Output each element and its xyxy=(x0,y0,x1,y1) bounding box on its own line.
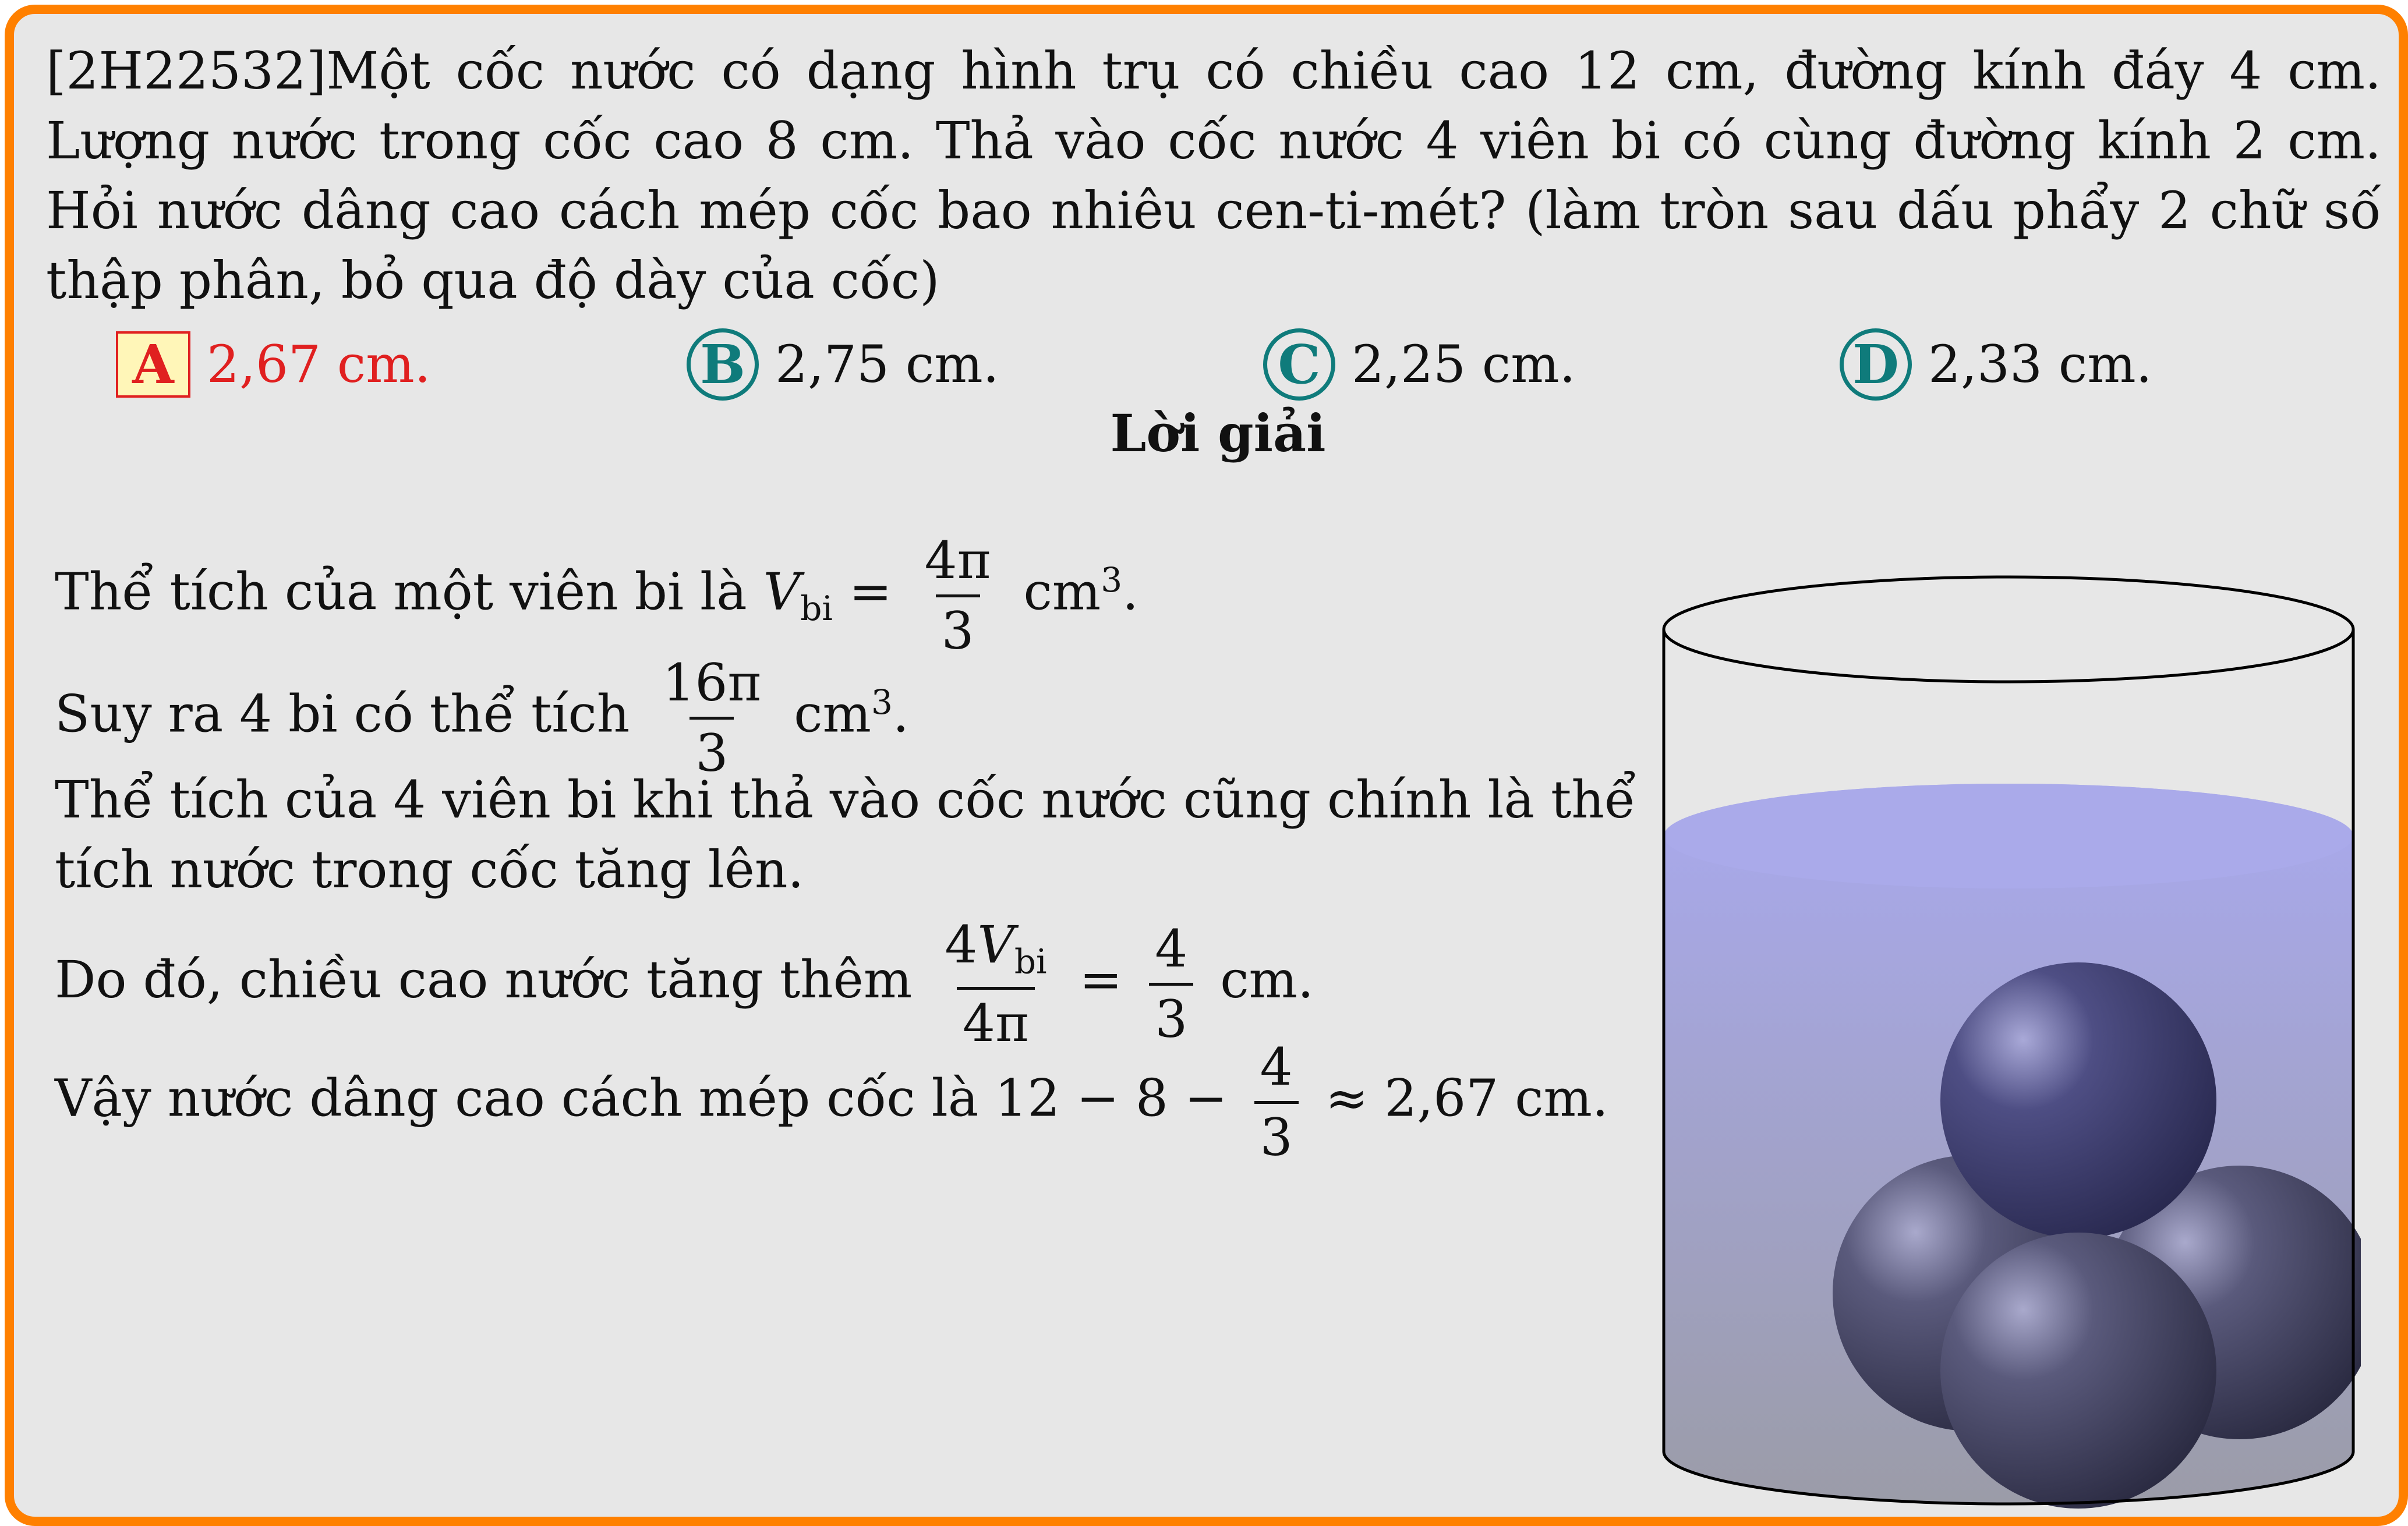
line2-num: 16π xyxy=(662,653,762,713)
ball-front xyxy=(1940,1233,2216,1509)
choice-b-letter: B xyxy=(687,328,759,401)
solution-line-2 xyxy=(55,653,909,783)
choice-b-text: 2,75 cm. xyxy=(775,334,999,395)
line1-unit: cm xyxy=(1023,561,1101,622)
line1-var: V xyxy=(763,561,801,622)
line2-end: . xyxy=(892,684,909,744)
ball-top xyxy=(1940,962,2216,1238)
line2-unit: cm xyxy=(794,684,871,744)
solution-line-3b: tích nước trong cốc tăng lên. xyxy=(55,840,804,900)
line4-den-2: 3 xyxy=(1149,983,1193,1045)
cylinder-figure xyxy=(1645,555,2361,1510)
line1-den: 3 xyxy=(936,594,980,657)
choice-a[interactable] xyxy=(116,323,431,398)
line5-den: 3 xyxy=(1254,1101,1299,1163)
question-frame xyxy=(5,5,2408,1526)
question-text: [2H22532]Một cốc nước có dạng hình trụ có chiều cao 12 cm, đường kính đáy 4 cm. Lượng nước trong cốc cao 8 cm. Thả vào cốc nước 4 viên bi có cùng đường kính 2 cm. Hỏi nước dâng cao cách mép cốc bao nhiêu cen-ti-mét? (làm tròn sau dấu phẩy 2 chữ số thập phân, bỏ qua độ dày của cốc) xyxy=(46,41,2381,310)
choice-b[interactable] xyxy=(687,323,999,398)
line1-num: 4π xyxy=(924,530,991,590)
choice-a-letter: A xyxy=(116,331,190,398)
line1-sub: bi xyxy=(800,588,833,628)
choice-a-text: 2,67 cm. xyxy=(207,334,431,395)
line4-eq: = xyxy=(1079,950,1123,1010)
solution-title: Lời giải xyxy=(1110,403,1326,463)
solution-line-1 xyxy=(55,530,1139,661)
line1-end: . xyxy=(1122,561,1139,622)
line4-text: Do đó, chiều cao nước tăng thêm xyxy=(55,950,913,1010)
line4-num-var: V xyxy=(977,915,1014,975)
line4-num-sub: bi xyxy=(1014,941,1047,982)
choice-c-text: 2,25 cm. xyxy=(1352,334,1576,395)
line1-text: Thể tích của một viên bi là xyxy=(55,561,747,622)
line5-num: 4 xyxy=(1260,1037,1293,1097)
line5-fraction xyxy=(1254,1037,1299,1167)
solution-line-5 xyxy=(55,1037,1608,1167)
line1-eq: = xyxy=(848,561,892,622)
line4-fraction-1 xyxy=(939,915,1052,1053)
line2-fraction xyxy=(656,653,767,783)
water-surface xyxy=(1664,784,2353,888)
line1-fraction xyxy=(919,530,997,661)
line4-end: cm. xyxy=(1220,950,1314,1010)
line4-fraction-2 xyxy=(1149,918,1193,1049)
solution-line-3a: Thể tích của 4 viên bi khi thả vào cốc nước cũng chính là thể xyxy=(55,770,1636,830)
line4-den-1: 4π xyxy=(957,987,1035,1049)
choice-d-text: 2,33 cm. xyxy=(1928,334,2152,395)
choice-d-letter: D xyxy=(1840,328,1912,401)
choice-c[interactable] xyxy=(1263,323,1576,398)
line2-den: 3 xyxy=(689,717,734,779)
choice-d[interactable] xyxy=(1840,323,2152,398)
line4-num-2: 4 xyxy=(1155,918,1188,979)
solution-line-4 xyxy=(55,915,1314,1053)
line1-exp: 3 xyxy=(1101,560,1123,600)
line5-post: ≈ 2,67 cm. xyxy=(1325,1068,1608,1128)
line4-num-coef: 4 xyxy=(945,915,978,975)
line2-text: Suy ra 4 bi có thể tích xyxy=(55,684,630,744)
choice-c-letter: C xyxy=(1263,328,1335,401)
line2-exp: 3 xyxy=(871,682,893,722)
line5-text: Vậy nước dâng cao cách mép cốc là 12 − 8 − xyxy=(55,1068,1228,1128)
cylinder-rim xyxy=(1664,577,2353,682)
